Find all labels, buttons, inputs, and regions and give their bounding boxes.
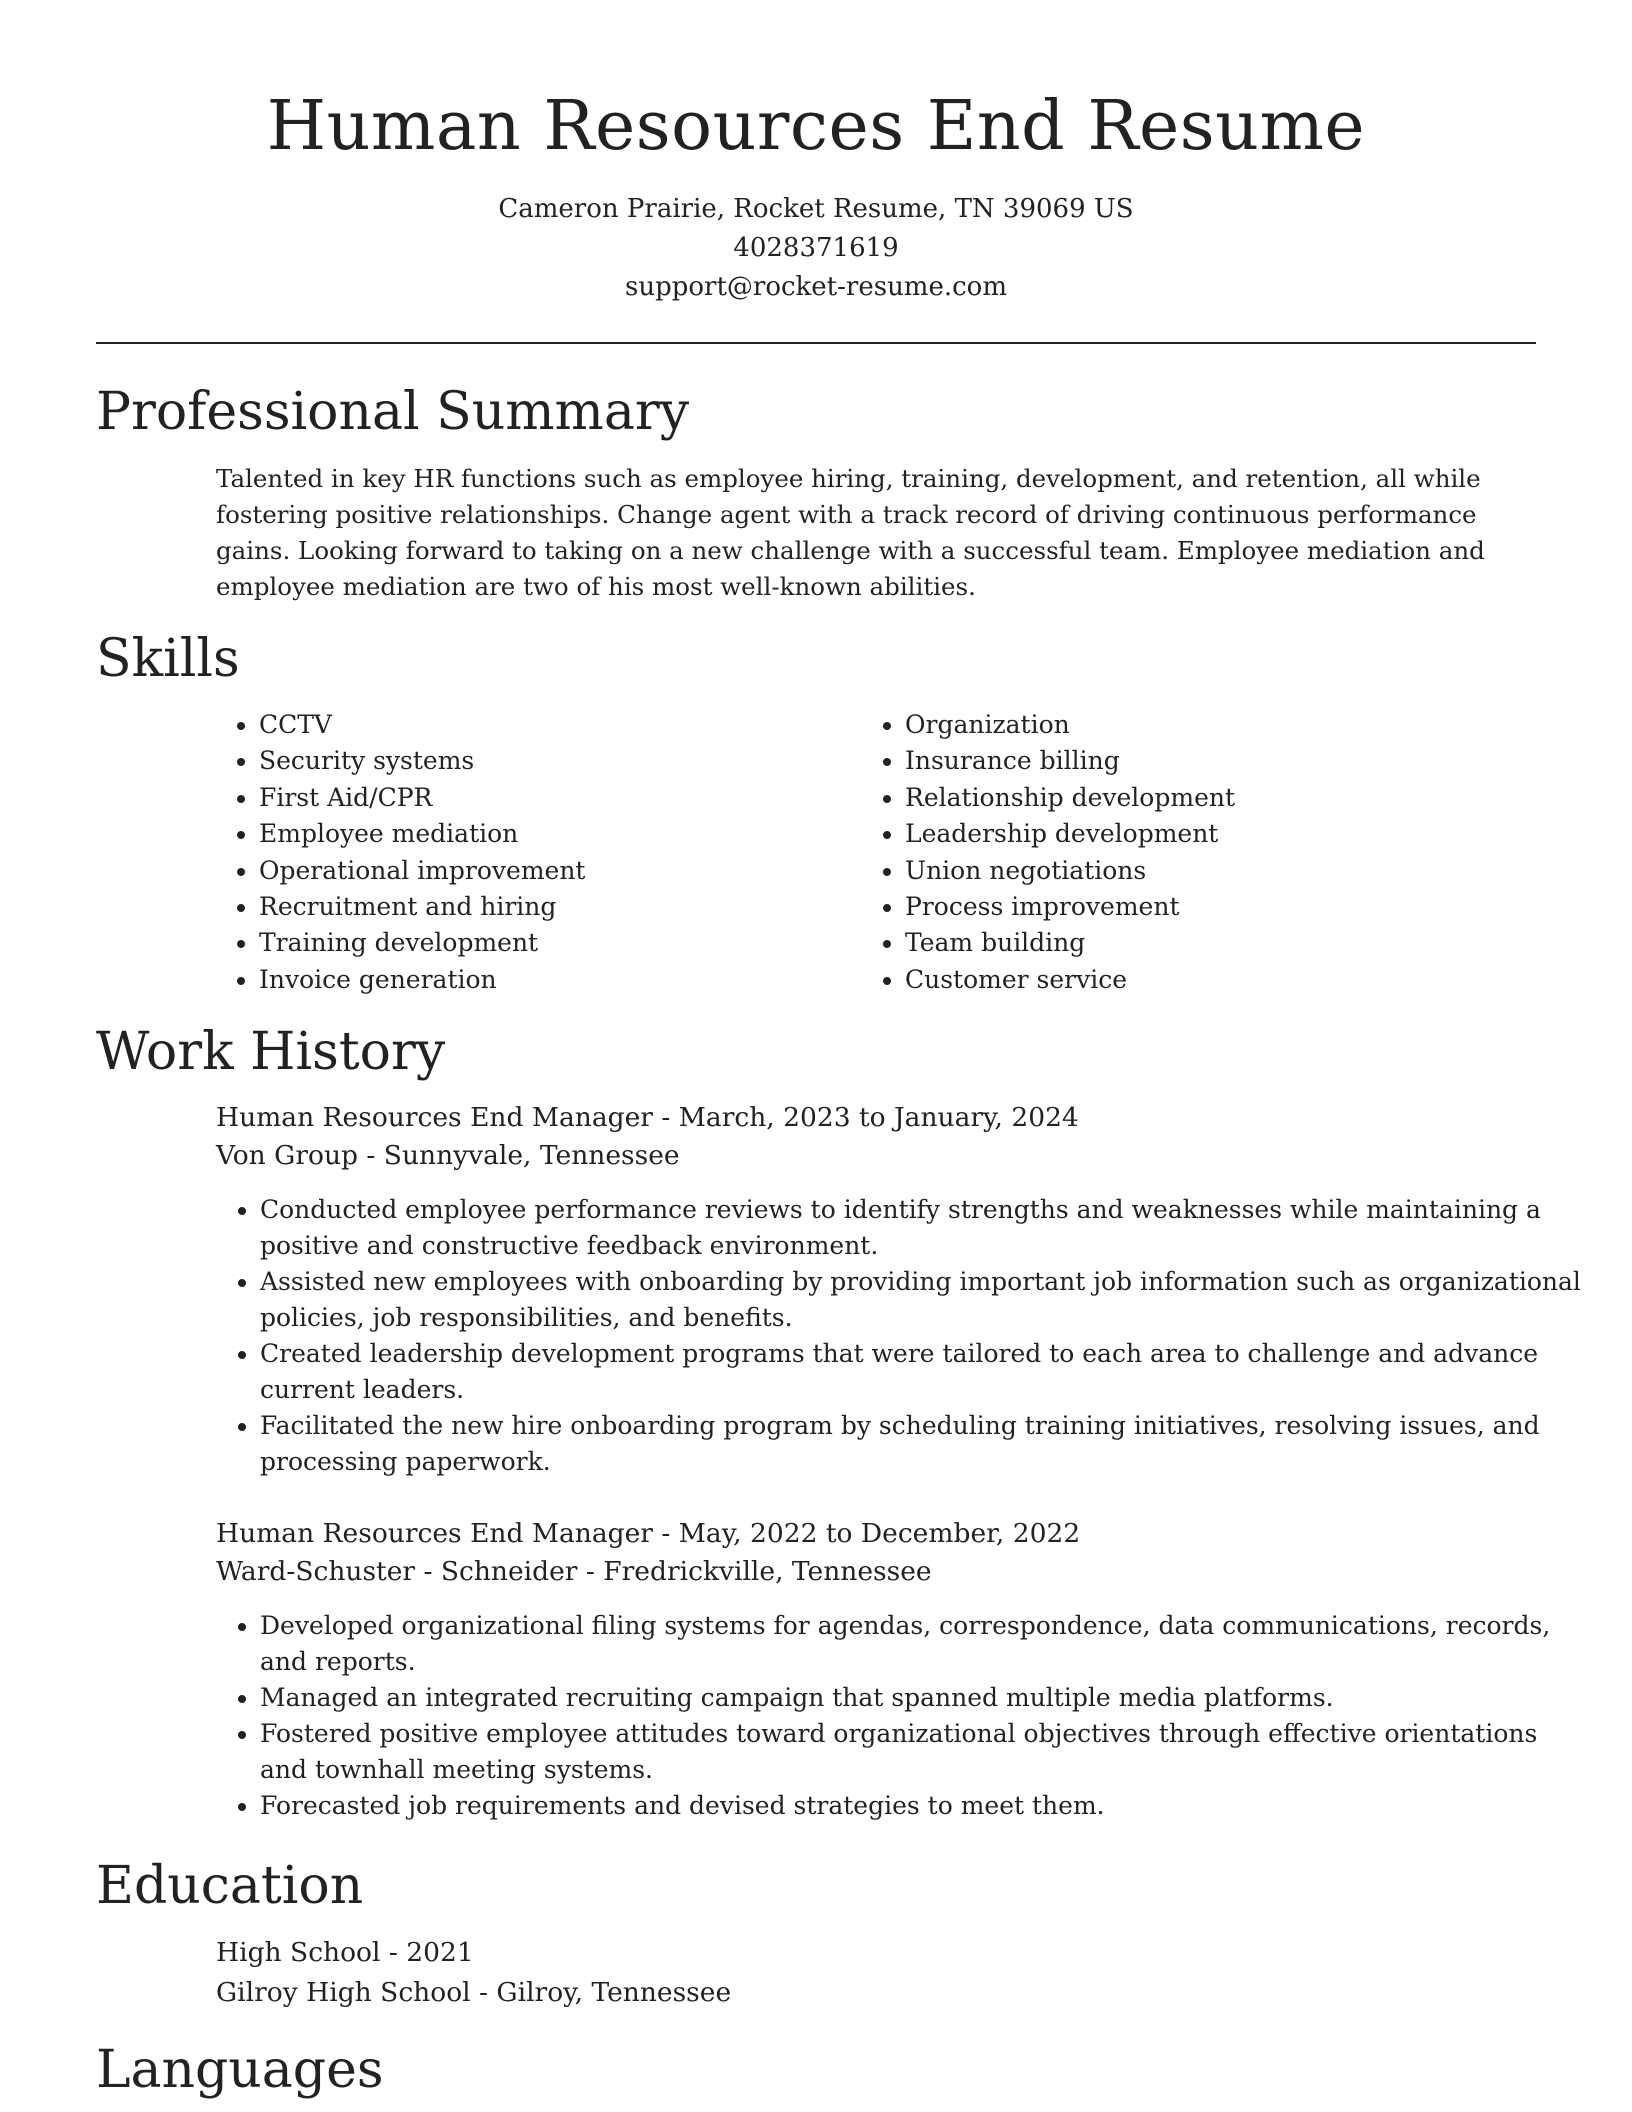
education-school-line — [216, 1974, 731, 2012]
skill-item: • Training development — [259, 925, 585, 961]
job-dates: - March, 2023 to January, 2024 — [652, 1102, 1079, 1133]
job-title-line — [216, 1515, 1080, 1553]
job-company: Von Group — [216, 1140, 358, 1171]
school-name: Gilroy High School — [216, 1977, 471, 2008]
languages-heading: Languages — [96, 2040, 384, 2100]
job-title: Human Resources End Manager — [216, 1102, 653, 1133]
skill-item: • Relationship development — [905, 780, 1235, 816]
job-duties-list — [216, 1192, 1582, 1480]
email: support@rocket-resume.com — [624, 272, 1007, 302]
skill-item: • Leadership development — [905, 816, 1235, 852]
education-degree-line — [216, 1934, 474, 1972]
skill-item: • Security systems — [259, 743, 585, 779]
address: Cameron Prairie, Rocket Resume, TN 39069 US — [498, 194, 1134, 224]
job-duty: • Facilitated the new hire onboarding program by scheduling training initiatives, resolving issues, and processing paperwork. — [260, 1408, 1582, 1480]
job-duty: • Developed organizational filing systems for agendas, correspondence, data communications, records, and reports. — [260, 1608, 1582, 1680]
phone: 4028371619 — [733, 233, 899, 263]
skills-list-right — [861, 707, 1235, 998]
job-dates: - May, 2022 to December, 2022 — [652, 1518, 1081, 1549]
skill-item: • CCTV — [259, 707, 585, 743]
summary-heading: Professional Summary — [96, 382, 690, 442]
skill-item: • Recruitment and hiring — [259, 889, 585, 925]
contact-info — [0, 190, 1632, 307]
job-company: Ward-Schuster - Schneider — [216, 1556, 578, 1587]
job-duty: • Created leadership development programs that were tailored to each area to challenge and advance current leaders. — [260, 1336, 1582, 1408]
job-company-line — [216, 1553, 932, 1591]
skill-item: • Customer service — [905, 962, 1235, 998]
skill-item: • Process improvement — [905, 889, 1235, 925]
header-divider — [96, 342, 1536, 344]
skills-list-left — [215, 707, 585, 998]
skill-item: • First Aid/CPR — [259, 780, 585, 816]
school-location: - Gilroy, Tennessee — [470, 1977, 732, 2008]
skill-item: • Union negotiations — [905, 853, 1235, 889]
job-duty: • Fostered positive employee attitudes toward organizational objectives through effective orientations and townhall meeting systems. — [260, 1716, 1582, 1788]
job-duty: • Forecasted job requirements and devised strategies to meet them. — [260, 1788, 1582, 1824]
job-duty: • Managed an integrated recruiting campaign that spanned multiple media platforms. — [260, 1680, 1582, 1716]
resume-header — [0, 82, 1632, 307]
skill-item: • Team building — [905, 925, 1235, 961]
job-duty: • Assisted new employees with onboarding by providing important job information such as organizational policies, job responsibilities, and benefits. — [260, 1264, 1582, 1336]
job-title: Human Resources End Manager — [216, 1518, 653, 1549]
job-duty: • Conducted employee performance reviews to identify strengths and weaknesses while maintaining a positive and constructive feedback environment. — [260, 1192, 1582, 1264]
skill-item: • Organization — [905, 707, 1235, 743]
skill-item: • Invoice generation — [259, 962, 585, 998]
resume-title: Human Resources End Resume — [266, 87, 1366, 166]
degree: High School — [216, 1937, 381, 1968]
skill-item: • Operational improvement — [259, 853, 585, 889]
job-company-line — [216, 1137, 680, 1175]
education-heading: Education — [96, 1856, 364, 1916]
job-location: - Fredrickville, Tennessee — [577, 1556, 932, 1587]
skill-item: • Insurance billing — [905, 743, 1235, 779]
job-location: - Sunnyvale, Tennessee — [357, 1140, 680, 1171]
skill-item: • Employee mediation — [259, 816, 585, 852]
graduation-year: - 2021 — [380, 1937, 474, 1968]
work-history-heading: Work History — [96, 1022, 446, 1082]
job-title-line — [216, 1099, 1079, 1137]
job-duties-list — [216, 1608, 1582, 1824]
skills-heading: Skills — [96, 629, 240, 689]
summary-text: Talented in key HR functions such as employee hiring, training, development, and retention, all while fostering positive relationships. Change agent with a track record of driving continuous performance gains. Looking forward to taking on a new challenge with a successful team. Employee mediation and employee mediation are two of his most well-known abilities. — [216, 464, 1485, 601]
